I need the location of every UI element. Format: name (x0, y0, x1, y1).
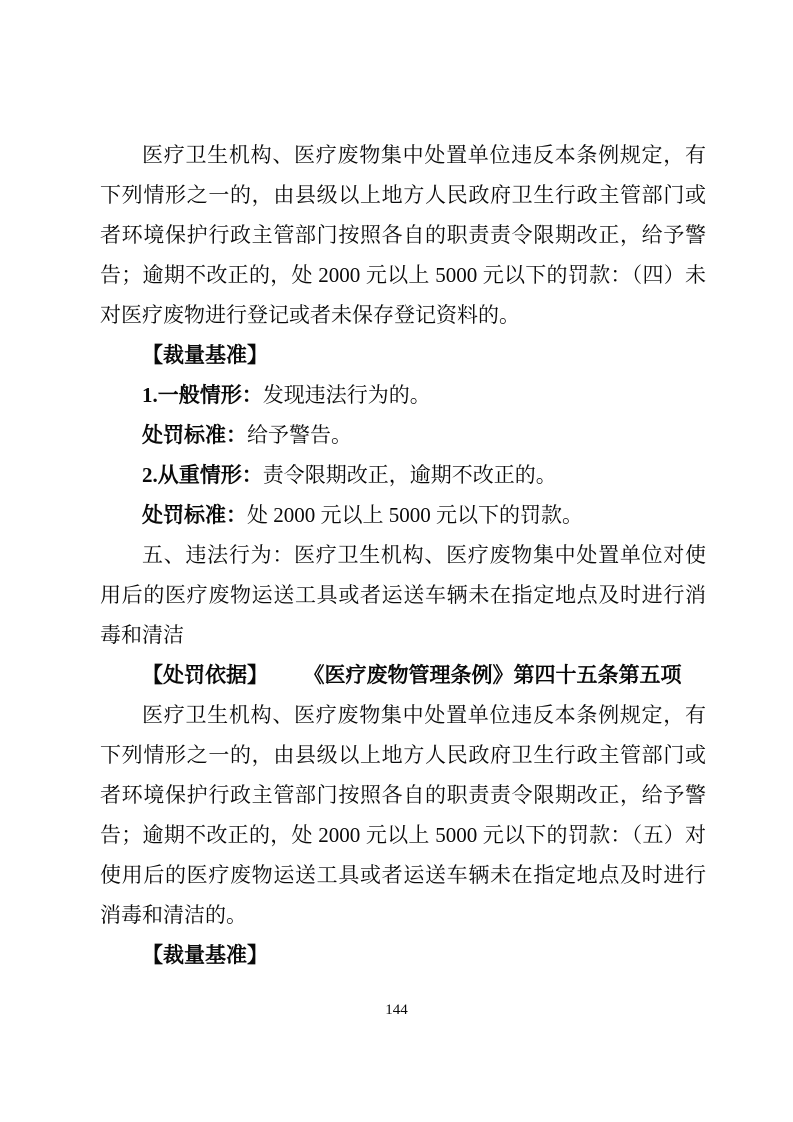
document-body (100, 135, 706, 975)
item-penalty-standard-1-text: 给予警告。 (247, 423, 352, 447)
item-aggravated-case-label: 2.从重情形： (142, 463, 263, 487)
item-penalty-standard-2-label: 处罚标准： (142, 503, 247, 527)
paragraph-penalty-clause-item4: 医疗卫生机构、医疗废物集中处置单位违反本条例规定，有下列情形之一的，由县级以上地方人民政府卫生行政主管部门或者环境保护行政主管部门按照各自的职责责令限期改正，给予警告；逾期不改正的，处 2000 元以上 5000 元以下的罚款：（四）未对医疗废物进行登记或者未保存登记资料的。 (100, 143, 706, 327)
paragraph-penalty-clause-item5: 医疗卫生机构、医疗废物集中处置单位违反本条例规定，有下列情形之一的，由县级以上地方人民政府卫生行政主管部门或者环境保护行政主管部门按照各自的职责责令限期改正，给予警告；逾期不改正的，处 2000 元以上 5000 元以下的罚款：（五）对使用后的医疗废物运送工具或者运送车辆未在指定地点及时进行消毒和清洁的。 (100, 703, 706, 927)
heading-discretion-benchmark-1: 【裁量基准】 (142, 343, 268, 367)
paragraph-violation-5: 五、违法行为：医疗卫生机构、医疗废物集中处置单位对使用后的医疗废物运送工具或者运送车辆未在指定地点及时进行消毒和清洁 (100, 543, 706, 647)
item-penalty-standard-2-text: 处 2000 元以上 5000 元以下的罚款。 (247, 503, 583, 527)
page-number: 144 (385, 1002, 408, 1018)
heading-penalty-basis-text: 《医疗废物管理条例》第四十五条第五项 (314, 663, 682, 687)
item-penalty-standard-1-label: 处罚标准： (142, 423, 247, 447)
item-aggravated-case-text: 责令限期改正，逾期不改正的。 (262, 463, 557, 487)
heading-discretion-benchmark-2: 【裁量基准】 (142, 943, 268, 967)
item-penalty-standard-2 (100, 495, 706, 535)
heading-penalty-basis (100, 655, 706, 695)
item-general-case (100, 375, 706, 415)
heading-penalty-basis-label: 【处罚依据】 (142, 663, 268, 687)
item-aggravated-case (100, 455, 706, 495)
item-penalty-standard-1 (100, 415, 706, 455)
item-general-case-label: 1.一般情形： (142, 383, 263, 407)
item-general-case-text: 发现违法行为的。 (262, 383, 431, 407)
